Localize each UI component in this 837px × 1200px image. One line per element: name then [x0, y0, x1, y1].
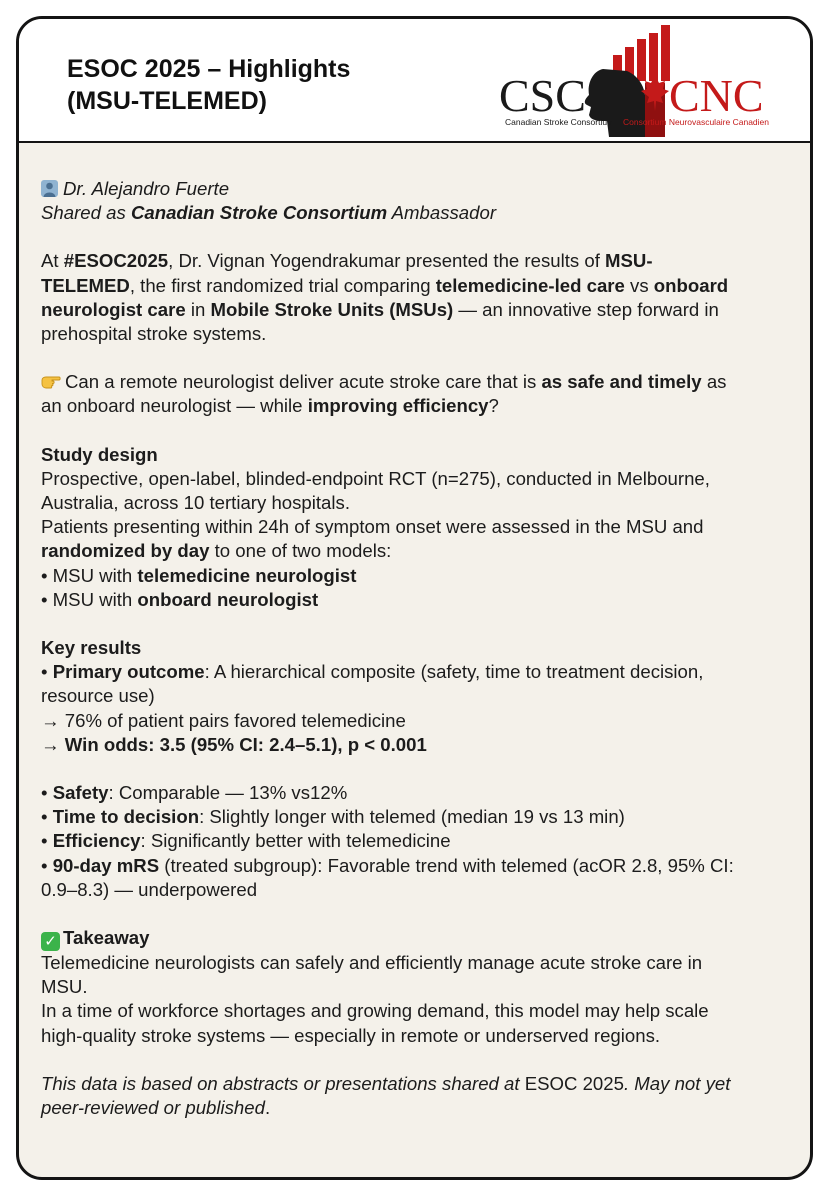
- logo-csc-sub: Canadian Stroke Consortium: [505, 117, 615, 127]
- result-item-efficiency: • Efficiency: Significantly better with telemedicine: [41, 830, 451, 852]
- design-line-3: Patients presenting within 24h of symptom onset were assessed in the MSU and: [41, 516, 704, 538]
- shared-suffix: Ambassador: [387, 202, 497, 224]
- question-line-1: Can a remote neurologist deliver acute stroke care that is as safe and timely as: [41, 370, 793, 394]
- design-bullet-2: • MSU with onboard neurologist: [41, 588, 319, 610]
- takeaway-line-1: Telemedicine neurologists can safely and efficiently manage acute stroke care in: [41, 952, 703, 974]
- question-line-2: an onboard neurologist — while improving efficiency?: [41, 395, 499, 417]
- design-bullet-1: • MSU with telemedicine neurologist: [41, 564, 357, 586]
- design-line-1: Prospective, open-label, blinded-endpoint RCT (n=275), conducted in Melbourne,: [41, 467, 710, 489]
- page-title: [67, 53, 350, 117]
- primary-outcome-line: • Primary outcome: A hierarchical composite (safety, time to treatment decision,: [41, 661, 704, 683]
- takeaway-heading: ✓ Takeaway: [41, 926, 793, 951]
- result-arrow-1: → 76% of patient pairs favored telemedicine: [41, 709, 406, 731]
- shared-as-line: [41, 201, 793, 225]
- disclaimer-line-1: This data is based on abstracts or presentations shared at ESOC 2025. May not yet: [41, 1072, 731, 1094]
- intro-line-4: prehospital stroke systems.: [41, 323, 267, 345]
- key-results-heading: Key results: [41, 637, 142, 659]
- takeaway-line-2: MSU.: [41, 976, 88, 998]
- title-line-1: ESOC 2025 – Highlights: [67, 55, 351, 83]
- logo-csc-text: CSC: [499, 70, 586, 121]
- title-line-2: (MSU-TELEMED): [67, 87, 267, 115]
- intro-line-3: neurologist care in Mobile Stroke Units (MSUs) — an innovative step forward in: [41, 298, 719, 320]
- pointing-hand-icon: [41, 373, 61, 389]
- check-icon: ✓: [41, 932, 60, 951]
- primary-outcome-cont: resource use): [41, 685, 155, 707]
- shared-org: Canadian Stroke Consortium: [130, 202, 388, 224]
- post-card: [16, 16, 813, 1180]
- result-item-time: • Time to decision: Slightly longer with telemed (median 19 vs 13 min): [41, 806, 625, 828]
- author-line: [41, 177, 793, 201]
- post-body: [41, 177, 793, 1120]
- disclaimer-line-2: peer-reviewed or published.: [41, 1097, 271, 1119]
- logo-cnc-text: CNC: [669, 70, 764, 121]
- logo-cnc-sub: Consortium Neurovasculaire Canadien: [623, 117, 769, 127]
- shared-prefix: Shared as: [41, 202, 131, 224]
- author-name: Dr. Alejandro Fuerte: [63, 178, 230, 199]
- result-item-safety: • Safety: Comparable — 13% vs12%: [41, 782, 348, 804]
- result-item-mrs: • 90-day mRS (treated subgroup): Favorable trend with telemed (acOR 2.8, 95% CI:: [41, 854, 734, 876]
- person-icon: [41, 180, 58, 197]
- header: [19, 19, 810, 143]
- intro-line-2: TELEMED, the first randomized trial comparing telemedicine-led care vs onboard: [41, 274, 729, 296]
- takeaway-line-4: high-quality stroke systems — especially in remote or underserved regions.: [41, 1024, 661, 1046]
- design-line-4: randomized by day to one of two models:: [41, 540, 392, 562]
- result-item-mrs-cont: 0.9–8.3) — underpowered: [41, 878, 258, 900]
- intro-line-1: At #ESOC2025, Dr. Vignan Yogendrakumar presented the results of MSU-: [41, 250, 653, 272]
- study-design-heading: Study design: [41, 443, 158, 465]
- hashtag: #ESOC2025: [63, 250, 169, 272]
- takeaway-line-3: In a time of workforce shortages and growing demand, this model may help scale: [41, 1000, 709, 1022]
- design-line-2: Australia, across 10 tertiary hospitals.: [41, 492, 350, 514]
- csc-cnc-logo: [495, 25, 795, 137]
- result-arrow-2: → Win odds: 3.5 (95% CI: 2.4–5.1), p < 0.001: [41, 733, 427, 755]
